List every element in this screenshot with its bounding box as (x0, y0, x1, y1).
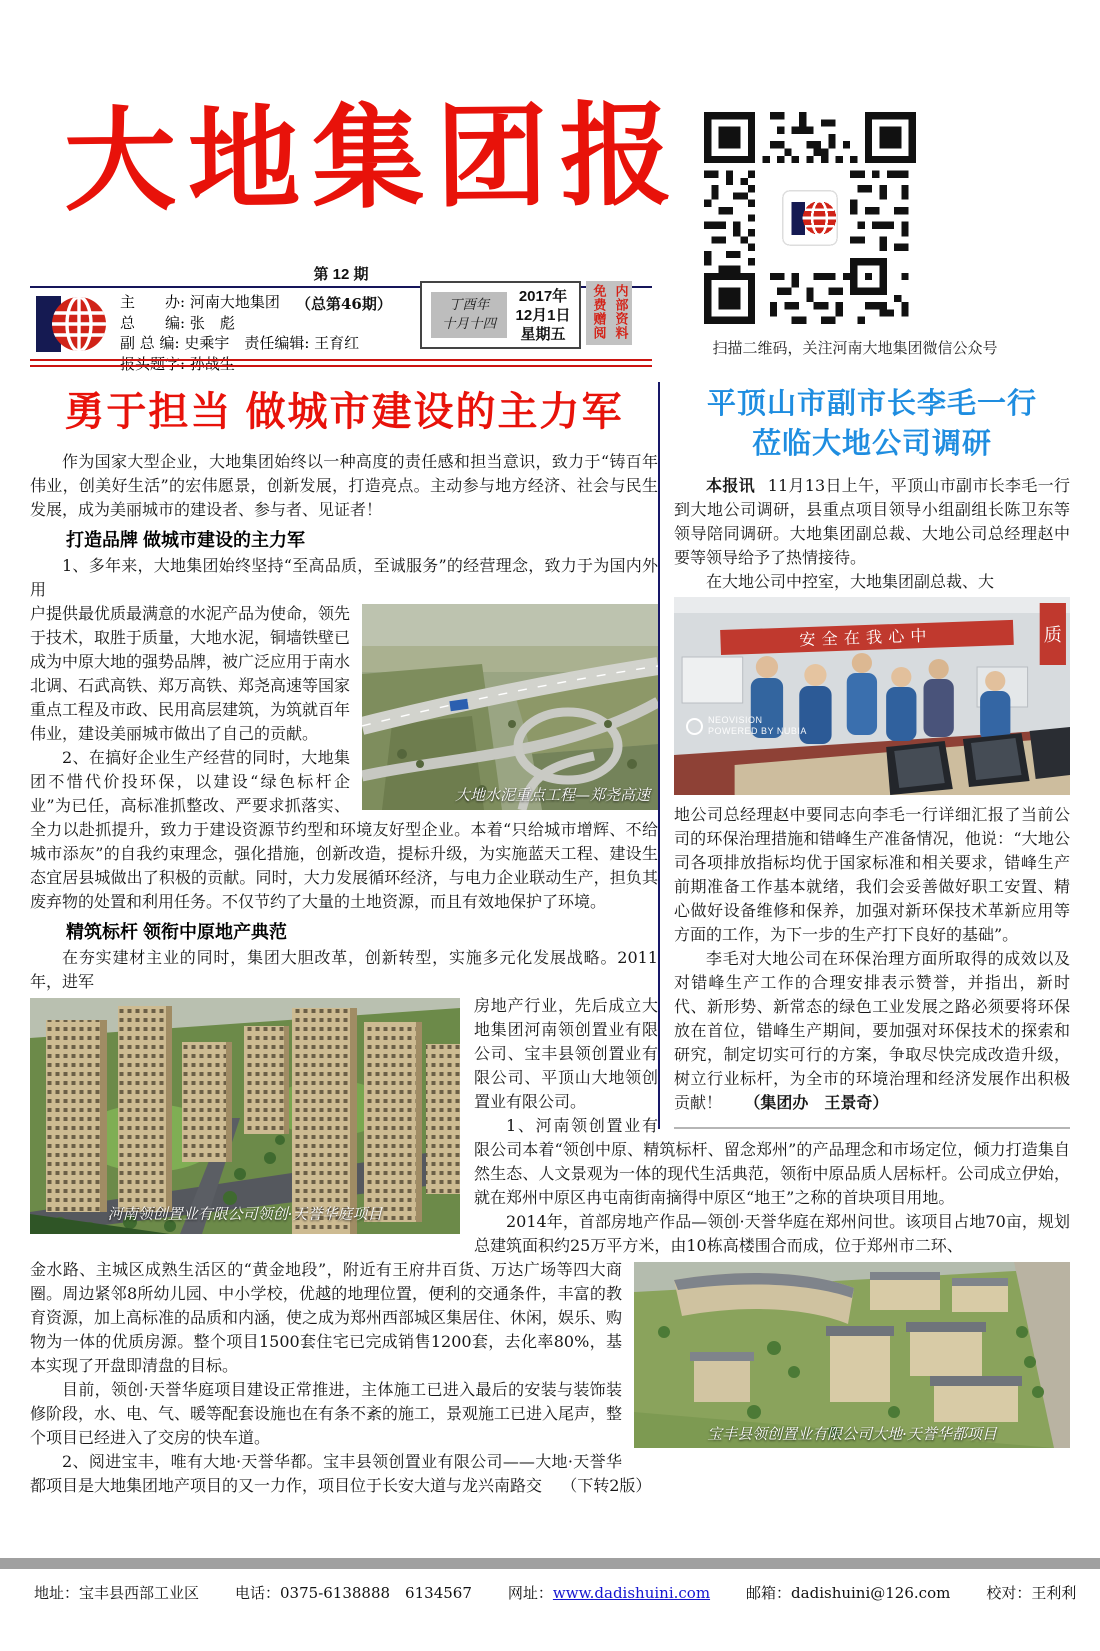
side-paragraph: 李毛对大地公司在环保治理方面所取得的成效以及对错峰生产工作的合理安排表示赞誉，并指出，新时代、新形势、新常态的绿色工业发展之路必须要将环保放在首位，错峰生产期间，要加强对环保技术的探索和研究，制定切实可行的方案，争取尽快完成改造升级，树立行业标杆，为全市的环境治理和经济发展作出积极贡献！ （集团办 王景奇） (674, 949, 1070, 1112)
info-organizer: 主 办: 河南大地集团 (120, 293, 280, 311)
side-paragraph: 地公司总经理赵中要同志向李毛一行详细汇报了当前公司的环保治理措施和错峰生产准备情况，他说：“大地公司各项排放指标均优于国家标准和相关要求，错峰生产前期准备工作基本就绪，我们会妥善做好职工安置、精心做好设备维修和保养，加强对新环保技术革新应用等方面的工作，为下一步的生产打下良好的基础”。 (674, 805, 1070, 944)
main-paragraph: 作为国家大型企业，大地集团始终以一种高度的责任感和担当意识，致力于“铸百年伟业，创美好生活”的宏伟愿景，创新发展，打造亮点。主动参与地方经济、社会与民生发展，成为美丽城市的建设者、参与者、见证者！ (30, 452, 658, 519)
qr-code (704, 112, 916, 324)
website-link[interactable]: www.dadishuini.com (552, 1584, 711, 1602)
side-article (658, 382, 1070, 1129)
newspaper-title: 大地集团报 (63, 89, 685, 228)
main-paragraph: 1、多年来，大地集团始终坚持“至高品质，至诚服务”的经营理念，致力于为国内外用 (30, 556, 658, 599)
main-subhead-2: 精筑标杆 领衔中原地产典范 (66, 922, 287, 942)
photo-highway-interchange (362, 604, 658, 810)
side-article-end-rule (674, 1127, 1070, 1129)
footer-email: 邮箱：dadishuini@126.com (746, 1584, 951, 1602)
byline: 本报讯 (706, 476, 755, 495)
footer-phone: 电话：0375-6138888 6134567 (235, 1584, 472, 1602)
tag-internal-material: 内部资料 (612, 284, 628, 340)
issue-number: 第 12 期 (313, 266, 369, 283)
side-paragraph: 本报讯 11月13日上午，平顶山市副市长李毛一行到大地公司调研，县重点项目领导小组副组长陈卫东等领导陪同调研。大地集团副总裁、大地公司总经理赵中要等领导给予了热情接待。 (674, 476, 1070, 567)
watermark-circle-icon (686, 718, 703, 735)
main-paragraph: 金水路、主城区成熟生活区的“黄金地段”，附近有王府井百货、万达广场等四大商圈。周边紧邻8所幼儿园、中小学校，优越的地理位置，便利的交通条件，丰富的教育资源，加上高标准的品质和内涵，使之成为郑州西部城区集居住、休闲，娱乐、购物为一体的优质房源。整个项目1500套住宅已完成销售1200套，去化率80%，基本实现了开盘即清盘的目标。 (30, 1260, 623, 1375)
main-paragraph: 目前，领创·天誉华庭项目建设正常推进，主体施工已进入最后的安装与装饰装修阶段，水、电、气、暖等配套设施也在有条不紊的施工，景观施工已进入尾声，整个项目已经进入了交房的快车道。 (30, 1380, 623, 1447)
main-article-headline: 勇于担当 做城市建设的主力军 (64, 390, 624, 434)
photo-watermark: NEOVISION POWERED BY NUBIA (686, 715, 807, 737)
lunar-date: 丁酉年 十月十四 (431, 292, 507, 338)
main-paragraph: 2、阅进宝丰，唯有大地·天誉华都。宝丰县领创置业有限公司——大地·天誉华都项目是大地集团地产项目的又一力作，项目位于长安大道与龙兴南路交 （下转2版） (30, 1452, 652, 1495)
photo-residential-towers (30, 998, 460, 1234)
info-title-calligraphy: 报头题字: 孙战生 (120, 354, 235, 373)
issue-total-number: （总第46期） (296, 295, 392, 313)
main-paragraph: 房地产行业，先后成立大地集团河南领创置业有限公司、宝丰县领创置业有限公司、平顶山大地领创置业有限公司。 (474, 996, 658, 1111)
article-signoff: （集团办 王景奇） (744, 1093, 889, 1112)
masthead (0, 0, 1100, 378)
footer-gray-bar (0, 1558, 1100, 1569)
info-chief-editor: 总 编: 张 彪 (120, 313, 235, 332)
gregorian-date: 2017年 12月1日 星期五 (515, 287, 571, 343)
date-box (420, 281, 581, 349)
main-subhead-1: 打造品牌 做城市建设的主力军 (66, 530, 305, 550)
publisher-globe-icon (36, 292, 108, 356)
banner-text-2: 质 (1043, 625, 1062, 645)
photo-control-room (674, 597, 1070, 795)
side-paragraph: 在大地公司中控室，大地集团副总裁、大 (706, 572, 995, 591)
footer-proofreader: 校对：王利利 (986, 1584, 1077, 1602)
main-paragraph: 2014年，首部房地产作品—领创·天誉华庭在郑州问世。该项目占地70亩，规划总建筑面积约25万平方米，由10栋高楼围合而成，位于郑州市二环、 (474, 1212, 1070, 1255)
page-content (30, 378, 1070, 1558)
distribution-tags (586, 281, 632, 345)
qr-center-logo-icon (783, 191, 837, 245)
masthead-red-rule (30, 359, 652, 367)
photo-caption-baofeng: 宝丰县领创置业有限公司大地·天誉华都项目 (707, 1425, 997, 1443)
photo-caption-towers: 河南领创置业有限公司领创·天誉华庭项目 (107, 1205, 383, 1223)
banner-text: 安全在我心中 (799, 626, 933, 650)
side-article-headline: 平顶山市副市长李毛一行 莅临大地公司调研 (706, 388, 1037, 460)
main-paragraph: 户提供最优质最满意的水泥产品为使命，领先于技术，取胜于质量，大地水泥，铜墙铁壁已成为中原大地的强势品牌，被广泛应用于南水北调、石武高铁、郑万高铁、郑尧高速等国家重点工程及市政、民用高层建筑，为筑就百年伟业，建设美丽城市做出了自己的贡献。 (30, 604, 351, 743)
photo-baofeng-project (634, 1262, 1070, 1448)
footer-website: 网址：www.dadishuini.com (507, 1584, 711, 1602)
tag-free-copy: 免费赠阅 (590, 284, 606, 340)
main-paragraph: 2、在搞好企业生产经营的同时，大地集团不惜代价投环保，以建设“绿色标杆企业”为已任，高标准抓整改、严要求抓落实、全力以赴抓提升，致力于建设资源节约型和环境友好型企业。本着“只给城市增辉、不给城市添灰”的自我约束理念，强化措施，创新改造，提标升级，为实施蓝天工程、建设生态宜居县城做出了积极的贡献。同时，大力发展循环经济，与电力企业联动生产，担负其废弃物的处置和利用任务。不仅节约了大量的土地资源，而且有效地保护了环境。 (30, 748, 658, 911)
footer-address: 地址：宝丰县西部工业区 (34, 1584, 200, 1602)
main-paragraph: 1、河南领创置业有限公司本着“领创中原、精筑标杆、留念郑州”的产品理念和市场定位，倾力打造集自然生态、人文景观为一体的现代生活典范，领衔中原品质人居标杆。公司成立伊始，就在郑州中原区冉屯南街南摘得中原区“地王”之称的首块项目用地。 (474, 1116, 1070, 1207)
qr-caption: 扫描二维码，关注河南大地集团微信公众号 (712, 339, 998, 357)
main-paragraph: 在夯实建材主业的同时，集团大胆改革，创新转型，实施多元化发展战略。2011年，进军 (30, 948, 658, 991)
continued-on-page-note: （下转2版） (561, 1476, 652, 1495)
info-deputy-editor: 副 总 编: 史乘宇 责任编辑: 王育红 (120, 334, 360, 352)
photo-caption-highway: 大地水泥重点工程—郑尧高速 (454, 786, 650, 804)
footer (34, 1582, 1077, 1603)
